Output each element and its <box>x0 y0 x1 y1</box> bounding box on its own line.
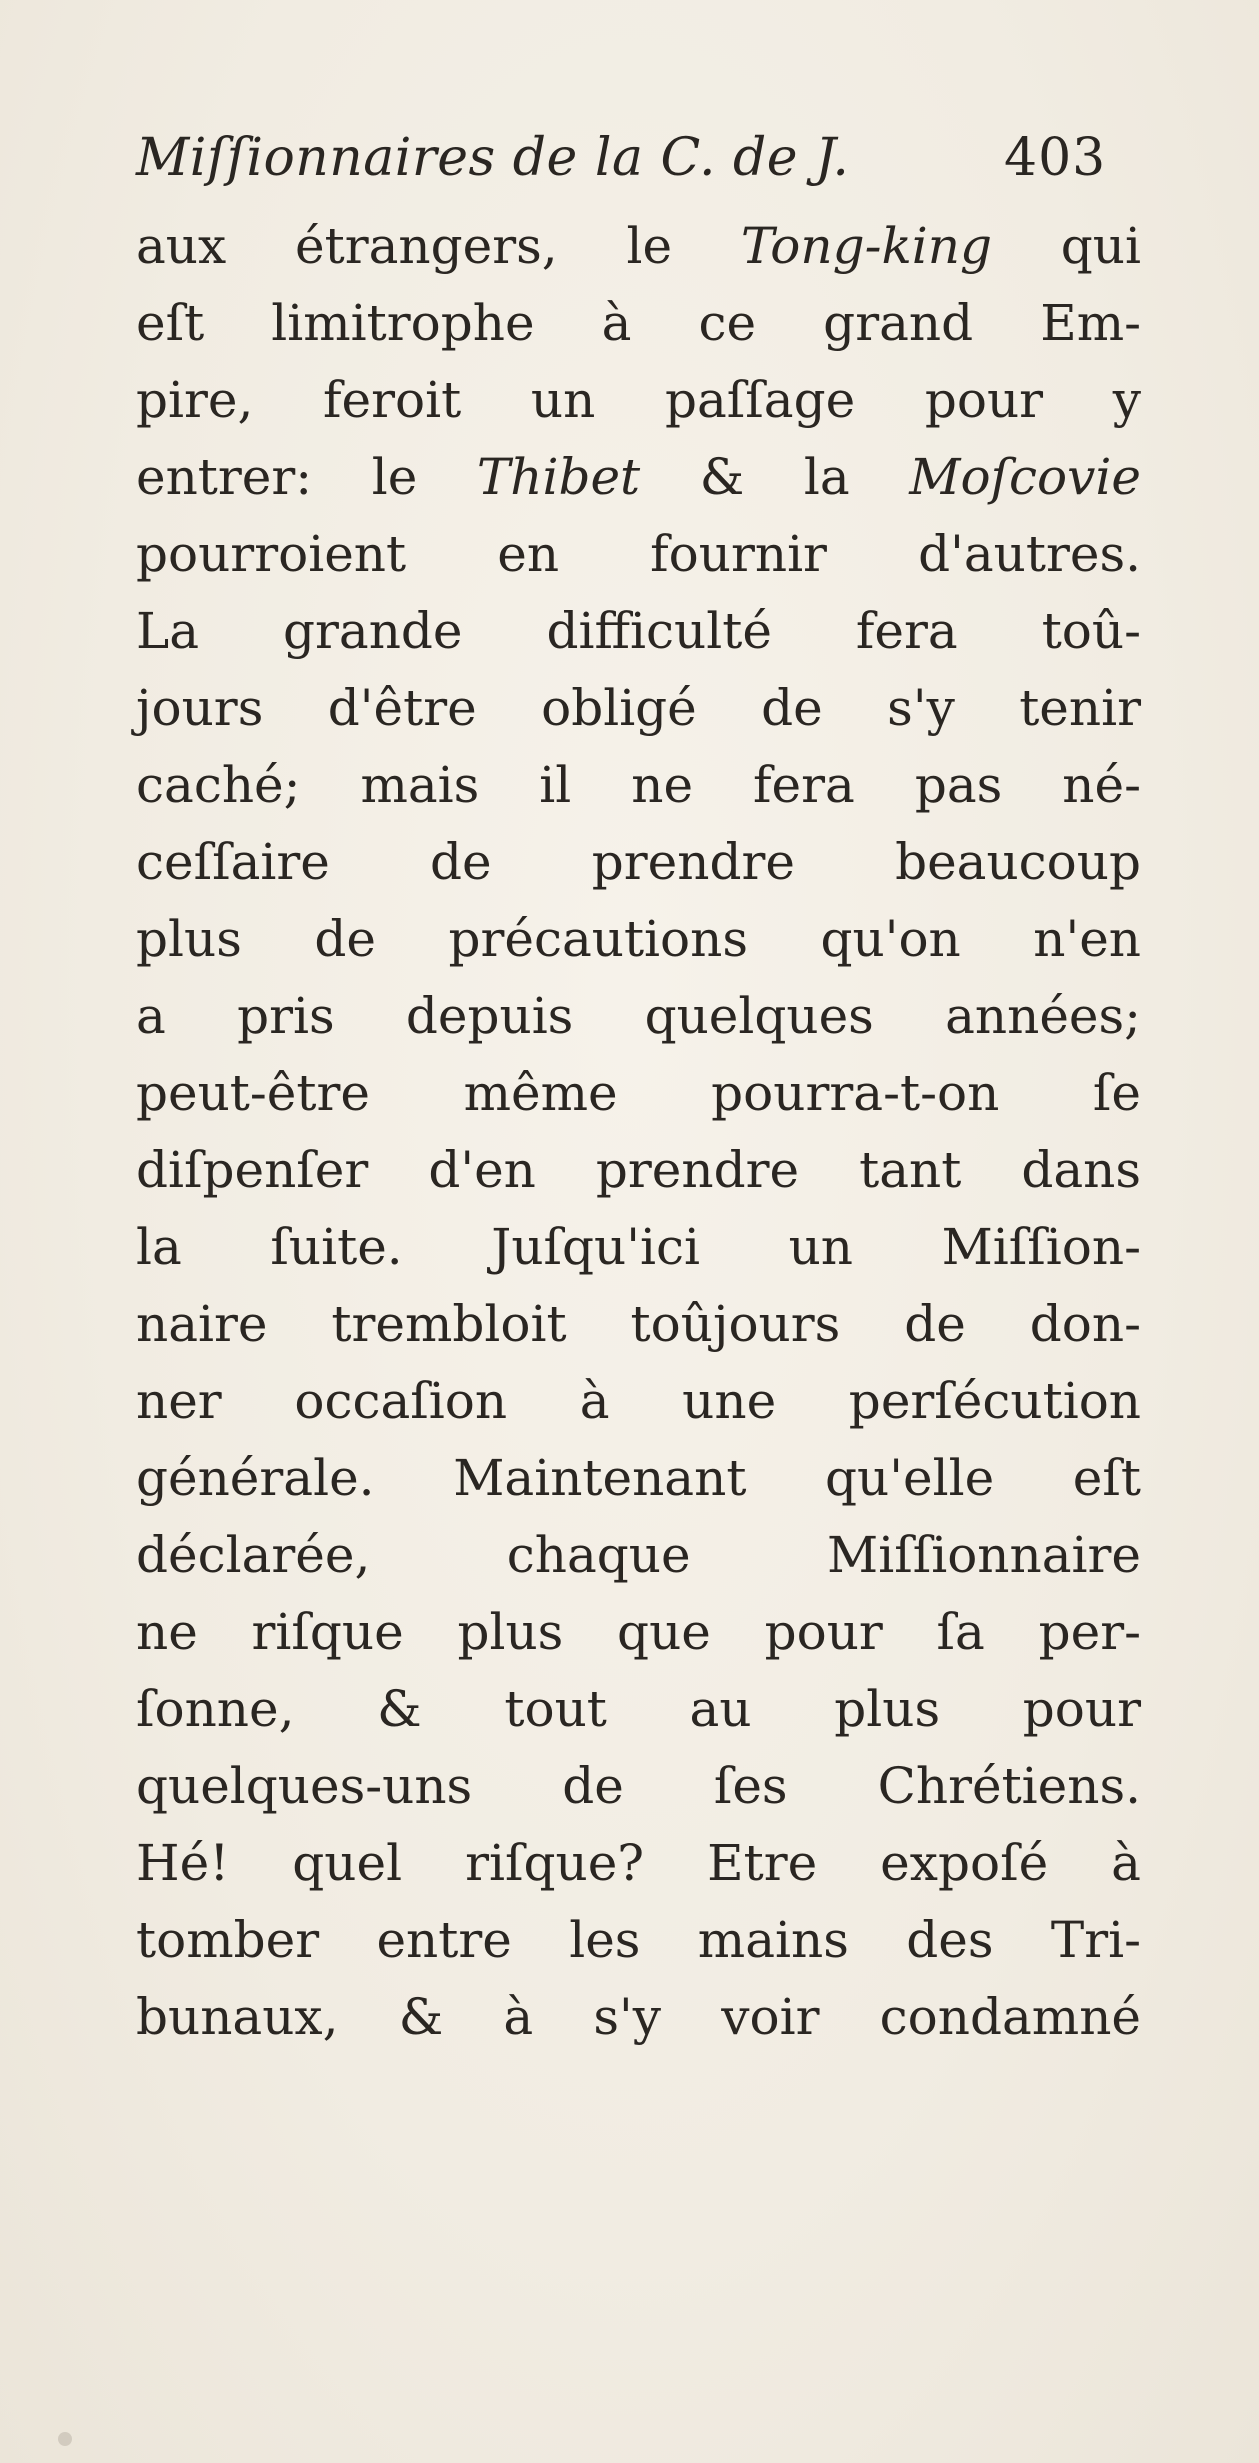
text-line: entrer: le Thibet & la Moſcovie <box>136 448 1141 506</box>
text-line: tomber entre les mains des Tri- <box>136 1911 1141 1969</box>
page-header <box>136 108 1141 208</box>
text-line: peut-être même pourra-t-on ſe <box>136 1064 1141 1122</box>
page-text-block <box>136 108 1141 2056</box>
text-line: générale. Maintenant qu'elle eſt <box>136 1449 1141 1507</box>
text-line: ne riſque plus que pour ſa per- <box>136 1603 1141 1661</box>
text-line: ſonne, & tout au plus pour <box>136 1680 1141 1738</box>
text-line: ceſſaire de prendre beaucoup <box>136 833 1141 891</box>
text-line: diſpenſer d'en prendre tant dans <box>136 1141 1141 1199</box>
text-line: a pris depuis quelques années; <box>136 987 1141 1045</box>
text-line: Hé! quel riſque? Etre expoſé à <box>136 1834 1141 1892</box>
text-line: La grande difficulté fera toû- <box>136 602 1141 660</box>
text-line: aux étrangers, le Tong-king qui <box>136 217 1141 275</box>
page-number: 403 <box>1004 128 1107 188</box>
text-line: ner occaſion à une perſécution <box>136 1372 1141 1430</box>
text-line: la ſuite. Juſqu'ici un Miſſion- <box>136 1218 1141 1276</box>
text-line: pire, feroit un paſſage pour y <box>136 371 1141 429</box>
text-line: pourroient en fournir d'autres. <box>136 525 1141 583</box>
text-line: caché; mais il ne fera pas né- <box>136 756 1141 814</box>
text-line: déclarée, chaque Miſſionnaire <box>136 1526 1141 1584</box>
text-line: eſt limitrophe à ce grand Em- <box>136 294 1141 352</box>
text-line: jours d'être obligé de s'y tenir <box>136 679 1141 737</box>
text-line: plus de précautions qu'on n'en <box>136 910 1141 968</box>
ink-smudge <box>58 2432 72 2446</box>
running-head: Miſſionnaires de la C. de J. <box>136 128 850 188</box>
text-line: naire trembloit toûjours de don- <box>136 1295 1141 1353</box>
text-line: bunaux, & à s'y voir condamné <box>136 1988 1141 2046</box>
text-line: quelques-uns de ſes Chrétiens. <box>136 1757 1141 1815</box>
